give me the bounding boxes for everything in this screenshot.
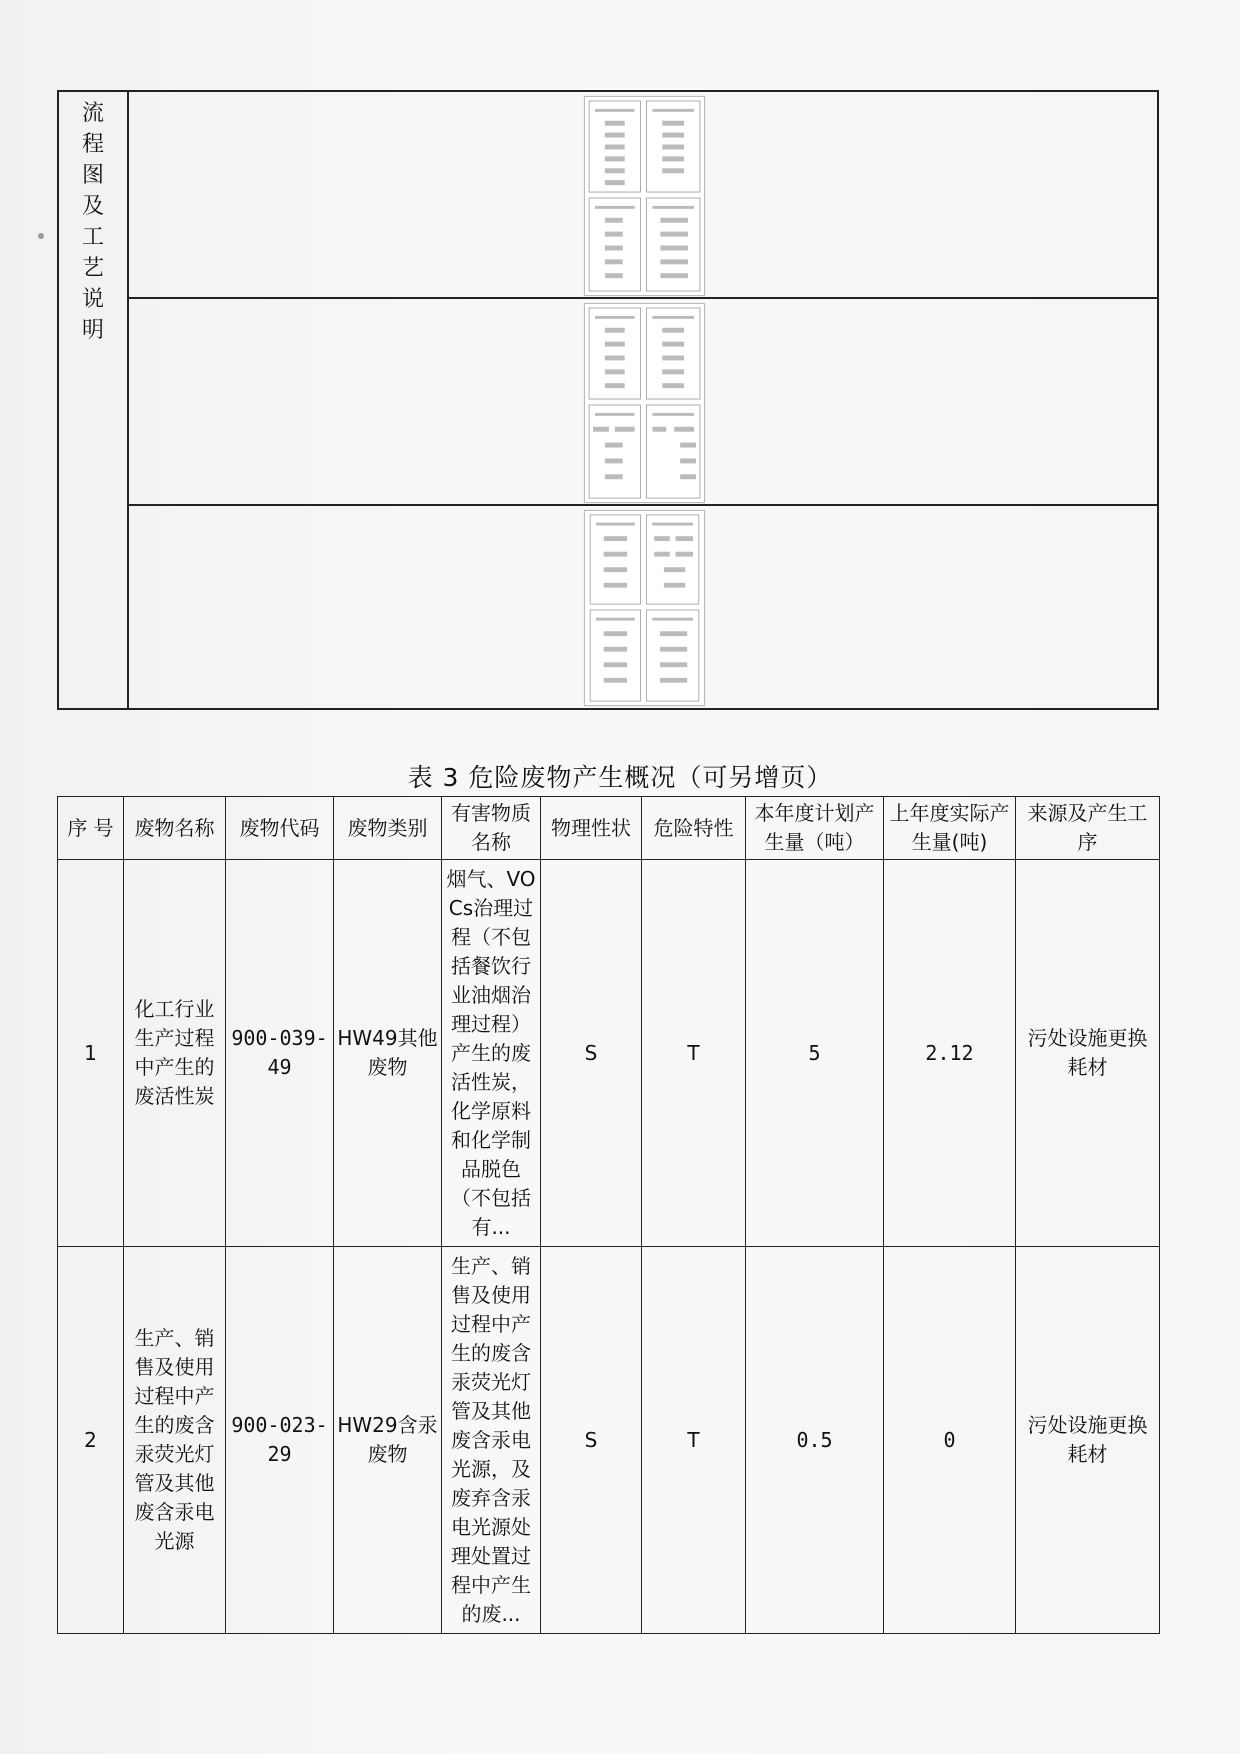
label-char: 图 <box>81 163 104 188</box>
label-char: 艺 <box>81 256 104 281</box>
flowchart-thumbnail-3 <box>584 510 705 706</box>
cell-planned: 5 <box>746 860 884 1247</box>
label-char: 说 <box>81 287 104 312</box>
cell-hazard-property: T <box>642 860 746 1247</box>
header-source: 来源及产生工序 <box>1016 797 1160 860</box>
flowchart-thumbnail-1 <box>584 96 705 296</box>
header-seq: 序 号 <box>58 797 124 860</box>
header-physical-state: 物理性状 <box>541 797 642 860</box>
label-char: 及 <box>81 194 104 219</box>
flowchart-section <box>57 90 1159 710</box>
flowchart-thumbnail-2 <box>584 303 705 503</box>
cell-physical-state: S <box>541 1247 642 1634</box>
cell-planned: 0.5 <box>746 1247 884 1634</box>
header-name: 废物名称 <box>124 797 226 860</box>
flowchart-row-1 <box>129 92 1159 299</box>
cell-physical-state: S <box>541 860 642 1247</box>
cell-code: 900-023-29 <box>226 1247 334 1634</box>
flowchart-row-3 <box>129 506 1159 708</box>
header-planned: 本年度计划产生量（吨） <box>746 797 884 860</box>
table-header-row <box>58 797 1160 860</box>
label-char: 程 <box>81 132 104 157</box>
cell-name: 化工行业生产过程中产生的废活性炭 <box>124 860 226 1247</box>
flowchart-section-label <box>59 92 129 708</box>
cell-source: 污处设施更换耗材 <box>1016 860 1160 1247</box>
cell-category: HW49其他废物 <box>334 860 442 1247</box>
scan-speck <box>38 233 44 239</box>
header-category: 废物类别 <box>334 797 442 860</box>
cell-actual: 2.12 <box>884 860 1016 1247</box>
cell-name: 生产、销售及使用过程中产生的废含汞荧光灯管及其他废含汞电光源 <box>124 1247 226 1634</box>
table-title: 表 3 危险废物产生概况（可另增页） <box>407 763 833 792</box>
label-char: 流 <box>81 101 104 126</box>
cell-hazard-substance: 烟气、VOCs治理过程（不包括餐饮行业油烟治理过程）产生的废活性炭，化学原料和化学制品脱色（不包括有... <box>442 860 541 1247</box>
cell-category: HW29含汞废物 <box>334 1247 442 1634</box>
flowchart-row-2 <box>129 299 1159 506</box>
label-char: 明 <box>81 318 104 343</box>
header-actual: 上年度实际产生量(吨) <box>884 797 1016 860</box>
cell-actual: 0 <box>884 1247 1016 1634</box>
cell-code: 900-039-49 <box>226 860 334 1247</box>
cell-source: 污处设施更换耗材 <box>1016 1247 1160 1634</box>
cell-seq: 1 <box>58 860 124 1247</box>
cell-hazard-property: T <box>642 1247 746 1634</box>
flowchart-image <box>585 304 704 502</box>
flowchart-image <box>585 97 704 295</box>
table-row <box>58 1247 1160 1634</box>
header-code: 废物代码 <box>226 797 334 860</box>
header-hazard-property: 危险特性 <box>642 797 746 860</box>
label-char: 工 <box>81 225 104 250</box>
header-hazard-substance: 有害物质名称 <box>442 797 541 860</box>
flowchart-image <box>585 511 704 705</box>
cell-hazard-substance: 生产、销售及使用过程中产生的废含汞荧光灯管及其他废含汞电光源，及废弃含汞电光源处理处置过程中产生的废... <box>442 1247 541 1634</box>
table-row <box>58 860 1160 1247</box>
hazardous-waste-table <box>57 796 1160 1634</box>
cell-seq: 2 <box>58 1247 124 1634</box>
